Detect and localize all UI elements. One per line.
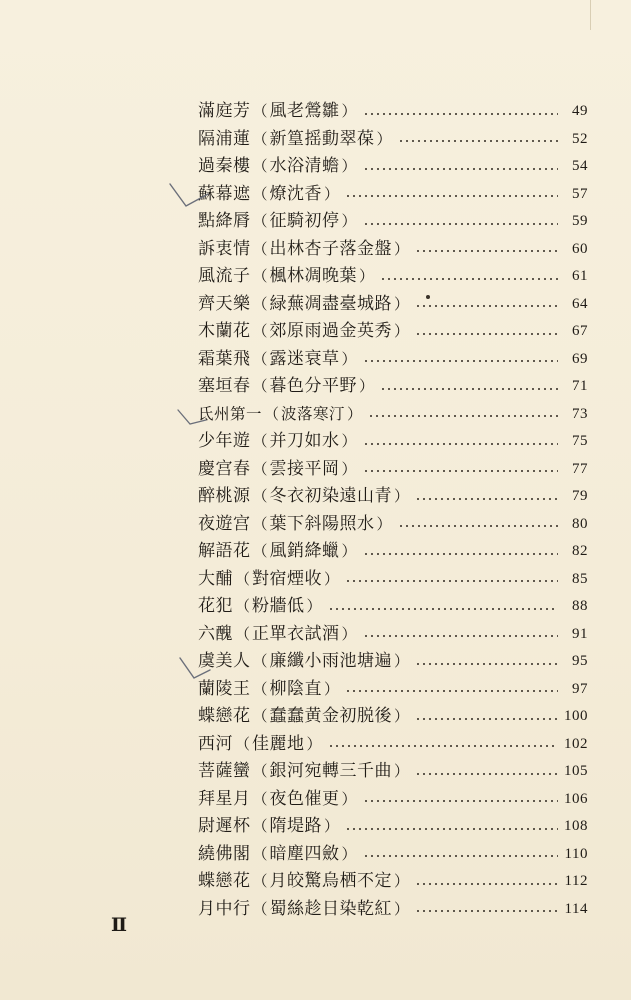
dot-leader (363, 113, 558, 115)
toc-entry (198, 538, 588, 566)
open-paren: （ (252, 789, 268, 808)
toc-entry (198, 896, 588, 924)
dot-leader (363, 223, 558, 225)
tune-title: 慶宫春 (198, 458, 251, 479)
first-line: 正單衣試酒 (252, 623, 340, 644)
close-paren: ） (306, 597, 322, 616)
open-paren: （ (252, 899, 268, 918)
toc-entry (198, 841, 588, 869)
close-paren: ） (341, 624, 357, 643)
page-number: 95 (572, 653, 588, 670)
tune-title: 醉桃源 (198, 486, 251, 507)
tune-title: 花犯 (198, 596, 233, 617)
page-number: 52 (572, 130, 588, 147)
first-line: 郊原雨過金英秀 (269, 321, 393, 342)
tune-title: 木蘭花 (198, 321, 251, 342)
close-paren: ） (394, 239, 410, 258)
dot-leader (345, 195, 558, 197)
open-paren: （ (264, 404, 280, 423)
dot-leader (415, 663, 558, 665)
page-number: 59 (572, 213, 588, 230)
close-paren: ） (394, 872, 410, 891)
pencil-dot-mark (424, 293, 432, 301)
page-number: 102 (564, 735, 588, 752)
open-paren: （ (252, 762, 268, 781)
open-paren: （ (252, 817, 268, 836)
first-line: 新篁摇動翠葆 (269, 128, 375, 149)
close-paren: ） (341, 459, 357, 478)
tune-title: 齊天樂 (198, 293, 251, 314)
dot-leader (328, 745, 558, 747)
close-paren: ） (394, 652, 410, 671)
dot-leader (363, 553, 558, 555)
dot-leader (363, 443, 558, 445)
page-number: 80 (572, 515, 588, 532)
tune-title: 蝶戀花 (198, 706, 251, 727)
dot-leader (415, 718, 558, 720)
tune-title: 西河 (198, 733, 233, 754)
tune-title: 繞佛閣 (198, 843, 251, 864)
open-paren: （ (252, 459, 268, 478)
open-paren: （ (252, 844, 268, 863)
toc-entry (198, 566, 588, 594)
tune-title: 過秦樓 (198, 156, 251, 177)
dot-leader (380, 388, 558, 390)
dot-leader (363, 855, 558, 857)
open-paren: （ (252, 212, 268, 231)
close-paren: ） (324, 679, 340, 698)
toc-entry (198, 483, 588, 511)
toc-entry (198, 318, 588, 346)
tune-title: 蘭陵王 (198, 678, 251, 699)
first-line: 佳麗地 (252, 733, 305, 754)
close-paren: ） (341, 844, 357, 863)
toc-entry (198, 291, 588, 319)
pencil-check-mark (168, 180, 212, 210)
close-paren: ） (394, 322, 410, 341)
first-line: 燎沈香 (269, 183, 323, 204)
first-line: 風銷絳蠟 (269, 541, 340, 562)
close-paren: ） (347, 404, 363, 423)
close-paren: ） (341, 789, 357, 808)
dot-leader (415, 305, 558, 307)
dot-leader (415, 498, 558, 500)
dot-leader (415, 250, 558, 252)
toc-entry (198, 346, 588, 374)
toc-entry (198, 786, 588, 814)
first-line: 并刀如水 (269, 431, 340, 452)
toc-entry (198, 868, 588, 896)
dot-leader (398, 525, 558, 527)
toc-entry (198, 236, 588, 264)
dot-leader (363, 360, 558, 362)
page-number: 57 (572, 185, 588, 202)
open-paren: （ (252, 349, 268, 368)
first-line: 緑蕪凋盡臺城路 (269, 293, 393, 314)
first-line: 粉牆低 (252, 596, 305, 617)
first-line: 楓林凋晚葉 (269, 266, 358, 287)
toc-entry (198, 98, 588, 126)
tune-title: 夜遊宫 (198, 513, 251, 534)
tune-title: 點絳脣 (198, 211, 251, 232)
toc-entry (198, 758, 588, 786)
toc-entry (198, 676, 588, 704)
toc-entry (198, 401, 588, 429)
first-line: 出林杏子落金盤 (269, 238, 393, 259)
close-paren: ） (341, 157, 357, 176)
page-number: 82 (572, 543, 588, 560)
tune-title: 六醜 (198, 623, 233, 644)
page-number: 54 (572, 158, 588, 175)
close-paren: ） (359, 377, 375, 396)
page-edge-mark (590, 0, 591, 30)
toc-entry (198, 428, 588, 456)
open-paren: （ (252, 322, 268, 341)
tune-title: 解語花 (198, 541, 251, 562)
close-paren: ） (359, 267, 375, 286)
close-paren: ） (341, 349, 357, 368)
first-line: 廉纖小雨池塘遍 (269, 651, 393, 672)
open-paren: （ (252, 872, 268, 891)
page-number: 97 (572, 680, 588, 697)
open-paren: （ (252, 377, 268, 396)
open-paren: （ (235, 624, 251, 643)
close-paren: ） (341, 542, 357, 561)
page-number: 77 (572, 460, 588, 477)
dot-leader (345, 828, 558, 830)
open-paren: （ (252, 542, 268, 561)
dot-leader (398, 140, 558, 142)
dot-leader (368, 415, 558, 417)
page-number: 73 (572, 405, 588, 422)
toc-entry (198, 703, 588, 731)
tune-title: 少年遊 (198, 431, 251, 452)
first-line: 蜀絲趁日染乾紅 (269, 898, 393, 919)
first-line: 冬衣初染遠山青 (269, 486, 393, 507)
page-number: 105 (564, 763, 588, 780)
first-line: 葉下斜陽照水 (269, 513, 375, 534)
page-number: 108 (564, 818, 588, 835)
dot-leader (363, 800, 558, 802)
toc-entry (198, 731, 588, 759)
close-paren: ） (394, 294, 410, 313)
close-paren: ） (341, 432, 357, 451)
page-number: 106 (564, 790, 588, 807)
tune-title: 霜葉飛 (198, 348, 251, 369)
page-folio: Ⅱ (111, 915, 127, 936)
close-paren: ） (306, 734, 322, 753)
toc-entry (198, 593, 588, 621)
dot-leader (363, 470, 558, 472)
toc-entry (198, 373, 588, 401)
dot-leader (345, 690, 558, 692)
page-number: 112 (564, 873, 588, 890)
dot-leader (328, 608, 558, 610)
tune-title: 尉遲杯 (198, 816, 251, 837)
tune-title: 蘇幕遮 (198, 183, 251, 204)
open-paren: （ (252, 157, 268, 176)
first-line: 露迷衰草 (269, 348, 340, 369)
first-line: 征騎初停 (269, 211, 340, 232)
close-paren: ） (394, 762, 410, 781)
toc-entry (198, 126, 588, 154)
page-number: 100 (564, 708, 588, 725)
close-paren: ） (376, 514, 392, 533)
page-number: 69 (572, 350, 588, 367)
first-line: 暮色分平野 (269, 376, 358, 397)
first-line: 銀河宛轉三千曲 (269, 761, 393, 782)
page-number: 61 (572, 268, 588, 285)
first-line: 雲接平岡 (269, 458, 340, 479)
page-number: 75 (572, 433, 588, 450)
tune-title: 訴衷情 (198, 238, 251, 259)
page-number: 91 (572, 625, 588, 642)
tune-title: 月中行 (198, 898, 251, 919)
open-paren: （ (252, 487, 268, 506)
open-paren: （ (235, 597, 251, 616)
page-number: 79 (572, 488, 588, 505)
close-paren: ） (324, 569, 340, 588)
first-line: 波落寒汀 (281, 404, 346, 423)
toc-entry (198, 208, 588, 236)
close-paren: ） (341, 102, 357, 121)
dot-leader (363, 635, 558, 637)
open-paren: （ (252, 432, 268, 451)
page-number: 60 (572, 240, 588, 257)
close-paren: ） (324, 184, 340, 203)
open-paren: （ (252, 184, 268, 203)
first-line: 水浴清蟾 (269, 156, 340, 177)
toc-entry (198, 648, 588, 676)
tune-title: 虞美人 (198, 651, 251, 672)
toc-entry (198, 153, 588, 181)
page-number: 71 (572, 378, 588, 395)
tune-title: 滿庭芳 (198, 101, 251, 122)
open-paren: （ (252, 514, 268, 533)
open-paren: （ (252, 102, 268, 121)
first-line: 隋堤路 (269, 816, 323, 837)
tune-title: 隔浦蓮 (198, 128, 251, 149)
open-paren: （ (252, 707, 268, 726)
page-number: 88 (572, 598, 588, 615)
tune-title: 大酺 (198, 568, 233, 589)
page-number: 64 (572, 295, 588, 312)
tune-title: 風流子 (198, 266, 251, 287)
dot-leader (380, 278, 558, 280)
close-paren: ） (341, 212, 357, 231)
open-paren: （ (252, 679, 268, 698)
toc-entry (198, 181, 588, 209)
close-paren: ） (394, 899, 410, 918)
tune-title: 拜星月 (198, 788, 251, 809)
page-number: 110 (564, 845, 588, 862)
dot-leader (415, 910, 558, 912)
first-line: 對宿煙收 (252, 568, 323, 589)
tune-title: 菩薩蠻 (198, 761, 251, 782)
open-paren: （ (235, 569, 251, 588)
page-number: 67 (572, 323, 588, 340)
first-line: 夜色催更 (269, 788, 340, 809)
table-of-contents (198, 98, 588, 923)
pencil-check-mark (176, 404, 212, 430)
close-paren: ） (394, 487, 410, 506)
open-paren: （ (252, 239, 268, 258)
close-paren: ） (376, 129, 392, 148)
first-line: 月皎驚烏栖不定 (269, 871, 393, 892)
dot-leader (415, 773, 558, 775)
pencil-check-mark (178, 654, 214, 682)
first-line: 暗塵四斂 (269, 843, 340, 864)
dot-leader (415, 333, 558, 335)
dot-leader (345, 580, 558, 582)
first-line: 柳陰直 (269, 678, 323, 699)
tune-title: 蝶戀花 (198, 871, 251, 892)
first-line: 蠢蠢黄金初脱後 (269, 706, 393, 727)
page-number: 49 (572, 103, 588, 120)
close-paren: ） (394, 707, 410, 726)
open-paren: （ (252, 652, 268, 671)
dot-leader (363, 168, 558, 170)
open-paren: （ (252, 294, 268, 313)
toc-entry (198, 511, 588, 539)
toc-entry (198, 456, 588, 484)
toc-entry (198, 621, 588, 649)
open-paren: （ (235, 734, 251, 753)
first-line: 風老鶯雛 (269, 101, 340, 122)
toc-entry (198, 263, 588, 291)
page-number: 114 (564, 900, 588, 917)
close-paren: ） (324, 817, 340, 836)
tune-title: 氐州第一 (198, 404, 263, 423)
open-paren: （ (252, 267, 268, 286)
page-number: 85 (572, 570, 588, 587)
open-paren: （ (252, 129, 268, 148)
toc-entry (198, 813, 588, 841)
tune-title: 塞垣春 (198, 376, 251, 397)
dot-leader (415, 883, 558, 885)
